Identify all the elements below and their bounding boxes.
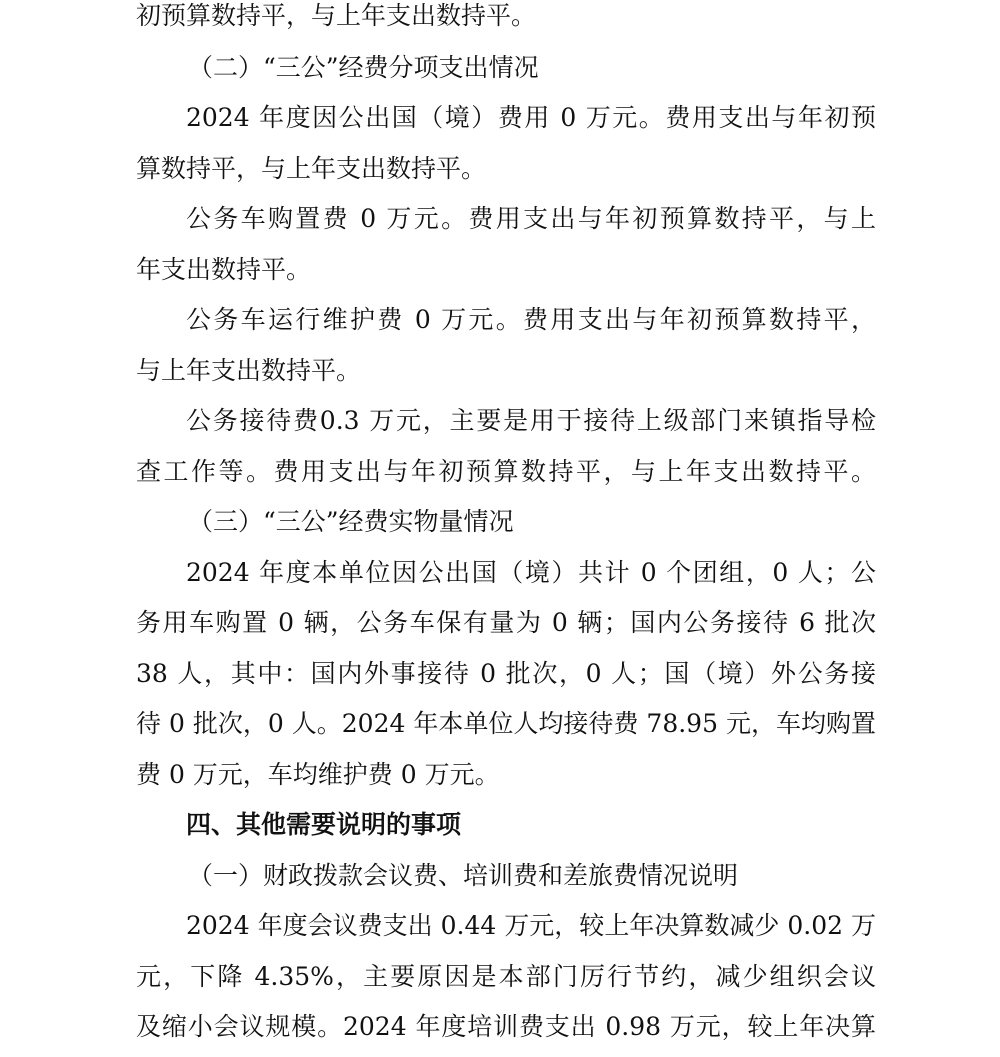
- paragraph-line: 及缩小会议规模。2024 年度培训费支出 0.98 万元，较上年决算: [136, 1012, 876, 1041]
- chapter-heading: 四、其他需要说明的事项: [186, 810, 462, 839]
- paragraph-line: 与上年支出数持平。: [136, 356, 362, 385]
- section-heading: （三）“三公”经费实物量情况: [188, 507, 514, 536]
- paragraph-line: 公务车购置费 0 万元。费用支出与年初预算数持平，与上: [186, 204, 876, 233]
- paragraph-line: 务用车购置 0 辆，公务车保有量为 0 辆；国内公务接待 6 批次: [136, 608, 876, 637]
- paragraph-line: 费 0 万元，车均维护费 0 万元。: [136, 760, 500, 789]
- paragraph-line: 初预算数持平，与上年支出数持平。: [136, 1, 537, 30]
- section-heading: （二）“三公”经费分项支出情况: [188, 53, 539, 82]
- paragraph-line: 年支出数持平。: [136, 255, 312, 284]
- paragraph-line: 公务接待费0.3 万元，主要是用于接待上级部门来镇指导检: [186, 406, 876, 435]
- paragraph-line: 38 人，其中：国内外事接待 0 批次，0 人；国（境）外公务接: [136, 659, 876, 688]
- paragraph-line: 算数持平，与上年支出数持平。: [136, 154, 487, 183]
- paragraph-line: 2024 年度本单位因公出国（境）共计 0 个团组，0 人；公: [186, 558, 876, 587]
- paragraph-line: 元，下降 4.35%，主要原因是本部门厉行节约，减少组织会议: [136, 962, 876, 991]
- paragraph-line: 待 0 批次，0 人。2024 年本单位人均接待费 78.95 元，车均购置: [136, 709, 876, 738]
- paragraph-line: 2024 年度因公出国（境）费用 0 万元。费用支出与年初预: [186, 103, 876, 132]
- paragraph-line: 公务车运行维护费 0 万元。费用支出与年初预算数持平，: [186, 305, 876, 334]
- section-heading: （一）财政拨款会议费、培训费和差旅费情况说明: [188, 861, 739, 890]
- paragraph-line: 2024 年度会议费支出 0.44 万元，较上年决算数减少 0.02 万: [186, 911, 876, 940]
- paragraph-line: 查工作等。费用支出与年初预算数持平，与上年支出数持平。: [136, 457, 876, 486]
